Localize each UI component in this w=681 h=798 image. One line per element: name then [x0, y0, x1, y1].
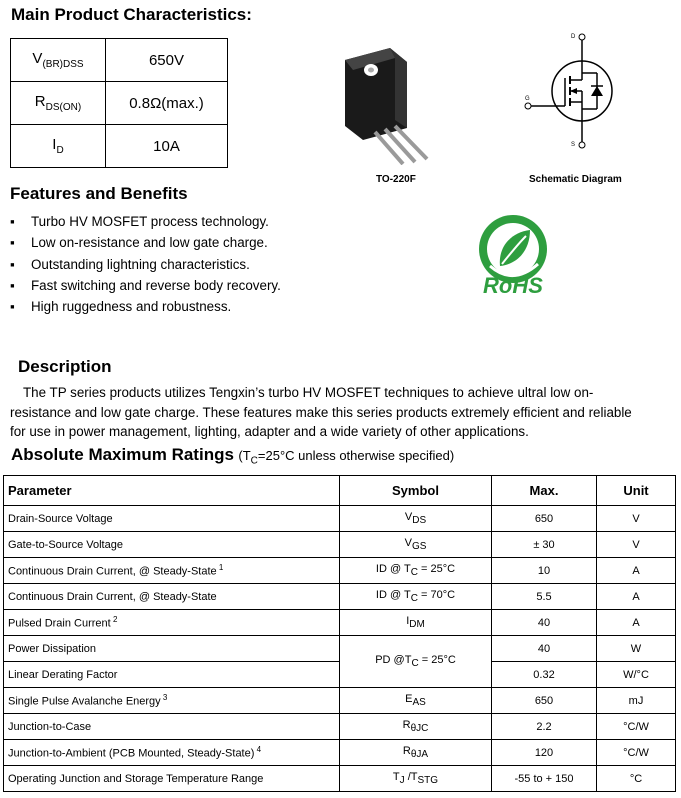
param-text: Linear Derating Factor	[8, 668, 118, 681]
symbol-cell	[340, 584, 492, 610]
source-pin-label: S	[571, 142, 576, 148]
symbol-sub: C	[410, 567, 418, 579]
table-row	[4, 506, 676, 532]
symbol-text: E	[405, 692, 413, 705]
symbol-tail: = 25°C	[417, 562, 456, 575]
symbol-text: ID @ T	[375, 562, 411, 575]
rohs-logo	[468, 208, 558, 298]
main-title: Main Product Characteristics:	[11, 5, 252, 24]
symbol-cell	[340, 532, 492, 558]
description-text: The TP series products utilizes Tengxin’s turbo HV MOSFET techniques to achieve ultral low on-resistance and low gate charge. These features make this series products extremely efficient and reliable for use in power management, lighting, adapter and a wide variety of other applications.	[10, 385, 632, 439]
symbol-sub: C	[411, 658, 419, 670]
char-symbol: $V_{(BR)DSS}$	[11, 39, 106, 82]
max-cell: 650	[492, 688, 597, 714]
param-cell	[4, 714, 340, 740]
symbol-sub: STG	[417, 775, 439, 787]
char-value: 0.8Ω(max.)	[106, 82, 228, 125]
table-row	[4, 688, 676, 714]
table-row	[11, 125, 228, 168]
amr-heading	[11, 445, 454, 467]
rohs-text: RoHS	[483, 273, 543, 298]
description-title: Description	[18, 357, 112, 376]
footnote-ref: 1	[216, 563, 224, 573]
max-cell: 40	[492, 610, 597, 636]
param-text: Junction-to-Ambient (PCB Mounted, Steady-State)	[8, 747, 255, 760]
symbol-text: PD @T	[375, 653, 412, 666]
footnote-ref: 4	[254, 745, 262, 755]
symbol-sub: DS	[412, 515, 427, 527]
param-cell	[4, 532, 340, 558]
max-cell: 40	[492, 636, 597, 662]
table-row	[4, 558, 676, 584]
package-label: TO-220F	[376, 174, 416, 185]
symbol-text: R	[402, 744, 411, 757]
table-row	[4, 740, 676, 766]
header-max: Max.	[492, 476, 597, 506]
unit-cell: °C/W	[597, 714, 676, 740]
absolute-maximum-ratings-table	[3, 475, 676, 792]
unit-cell: W	[597, 636, 676, 662]
param-text: Single Pulse Avalanche Energy	[8, 695, 161, 708]
max-cell: -55 to + 150	[492, 766, 597, 792]
symbol-sub: J	[399, 775, 405, 787]
list-item: ▪ Low on-resistance and low gate charge.	[10, 235, 268, 251]
symbol-sub: GS	[411, 541, 427, 553]
symbol-tail: /T	[404, 770, 418, 783]
unit-cell: V	[597, 532, 676, 558]
symbol-cell	[340, 766, 492, 792]
char-symbol: $R_{DS(ON)}$	[11, 82, 106, 125]
schematic-label: Schematic Diagram	[529, 174, 622, 185]
param-text: Operating Junction and Storage Temperature Range	[8, 772, 264, 785]
mosfet-schematic-icon	[515, 28, 635, 153]
unit-cell: mJ	[597, 688, 676, 714]
symbol-sub: θJA	[410, 749, 429, 761]
param-text: Continuous Drain Current, @ Steady-State	[8, 565, 217, 578]
param-cell	[4, 506, 340, 532]
max-cell: 2.2	[492, 714, 597, 740]
param-cell	[4, 688, 340, 714]
char-value: 650V	[106, 39, 228, 82]
table-row	[4, 766, 676, 792]
symbol-sub: C	[410, 593, 418, 605]
char-symbol: $I_D$	[11, 125, 106, 168]
symbol-text: ID @ T	[375, 588, 411, 601]
amr-title: Absolute Maximum Ratings	[11, 445, 234, 464]
list-item: ▪ Fast switching and reverse body recovery.	[10, 277, 281, 293]
table-row	[4, 714, 676, 740]
symbol-sub: DM	[409, 619, 425, 631]
symbol-cell	[340, 714, 492, 740]
features-title: Features and Benefits	[10, 184, 188, 203]
param-text: Drain-Source Voltage	[8, 512, 113, 525]
table-row	[4, 636, 676, 662]
symbol-cell	[340, 610, 492, 636]
header-unit: Unit	[597, 476, 676, 506]
list-item: ▪ Outstanding lightning characteristics.	[10, 256, 250, 272]
table-row	[4, 610, 676, 636]
symbol-text: V	[404, 536, 412, 549]
max-cell: 650	[492, 506, 597, 532]
symbol-sub: θJC	[410, 723, 429, 735]
symbol-text: R	[402, 718, 411, 731]
unit-cell: A	[597, 584, 676, 610]
header-parameter: Parameter	[4, 476, 340, 506]
footnote-ref: 2	[110, 615, 118, 625]
symbol-cell	[340, 688, 492, 714]
param-text: Power Dissipation	[8, 642, 97, 655]
table-row	[4, 532, 676, 558]
symbol-tail: = 70°C	[417, 588, 456, 601]
param-cell	[4, 766, 340, 792]
table-header-row	[4, 476, 676, 506]
footnote-ref: 3	[160, 693, 168, 703]
param-cell	[4, 558, 340, 584]
table-row	[11, 39, 228, 82]
param-cell	[4, 740, 340, 766]
features-list	[10, 211, 281, 317]
param-cell	[4, 662, 340, 688]
amr-condition: ($T_C=25^\circ C$ unless otherwise specified)	[238, 448, 455, 467]
symbol-tail: = 25°C	[418, 653, 456, 666]
char-value: 10A	[106, 125, 228, 168]
unit-cell: A	[597, 610, 676, 636]
param-cell	[4, 584, 340, 610]
symbol-cell	[340, 558, 492, 584]
header-symbol: Symbol	[340, 476, 492, 506]
characteristics-table	[10, 38, 228, 168]
list-item: ▪ Turbo HV MOSFET process technology.	[10, 214, 269, 229]
max-cell: 120	[492, 740, 597, 766]
max-cell: 10	[492, 558, 597, 584]
unit-cell: W/°C	[597, 662, 676, 688]
unit-cell: °C/W	[597, 740, 676, 766]
to220f-package-image	[335, 40, 445, 165]
param-text: Continuous Drain Current, @ Steady-State	[8, 590, 217, 603]
max-cell: 0.32	[492, 662, 597, 688]
param-cell	[4, 610, 340, 636]
unit-cell: A	[597, 558, 676, 584]
param-cell	[4, 636, 340, 662]
symbol-cell	[340, 506, 492, 532]
table-row	[11, 82, 228, 125]
max-cell: 5.5	[492, 584, 597, 610]
symbol-cell	[340, 740, 492, 766]
max-cell: ± 30	[492, 532, 597, 558]
symbol-text: T	[392, 770, 400, 783]
gate-pin-label: G	[525, 96, 530, 102]
drain-pin-label: D	[571, 34, 576, 40]
param-text: Gate-to-Source Voltage	[8, 538, 123, 551]
list-item: ▪ High ruggedness and robustness.	[10, 299, 232, 315]
param-text: Pulsed Drain Current	[8, 617, 111, 630]
symbol-cell	[340, 636, 492, 688]
unit-cell: °C	[597, 766, 676, 792]
symbol-text: I	[406, 614, 410, 627]
param-text: Junction-to-Case	[8, 720, 92, 733]
symbol-text: V	[404, 510, 413, 523]
table-row	[4, 584, 676, 610]
symbol-sub: AS	[412, 697, 426, 709]
unit-cell: V	[597, 506, 676, 532]
